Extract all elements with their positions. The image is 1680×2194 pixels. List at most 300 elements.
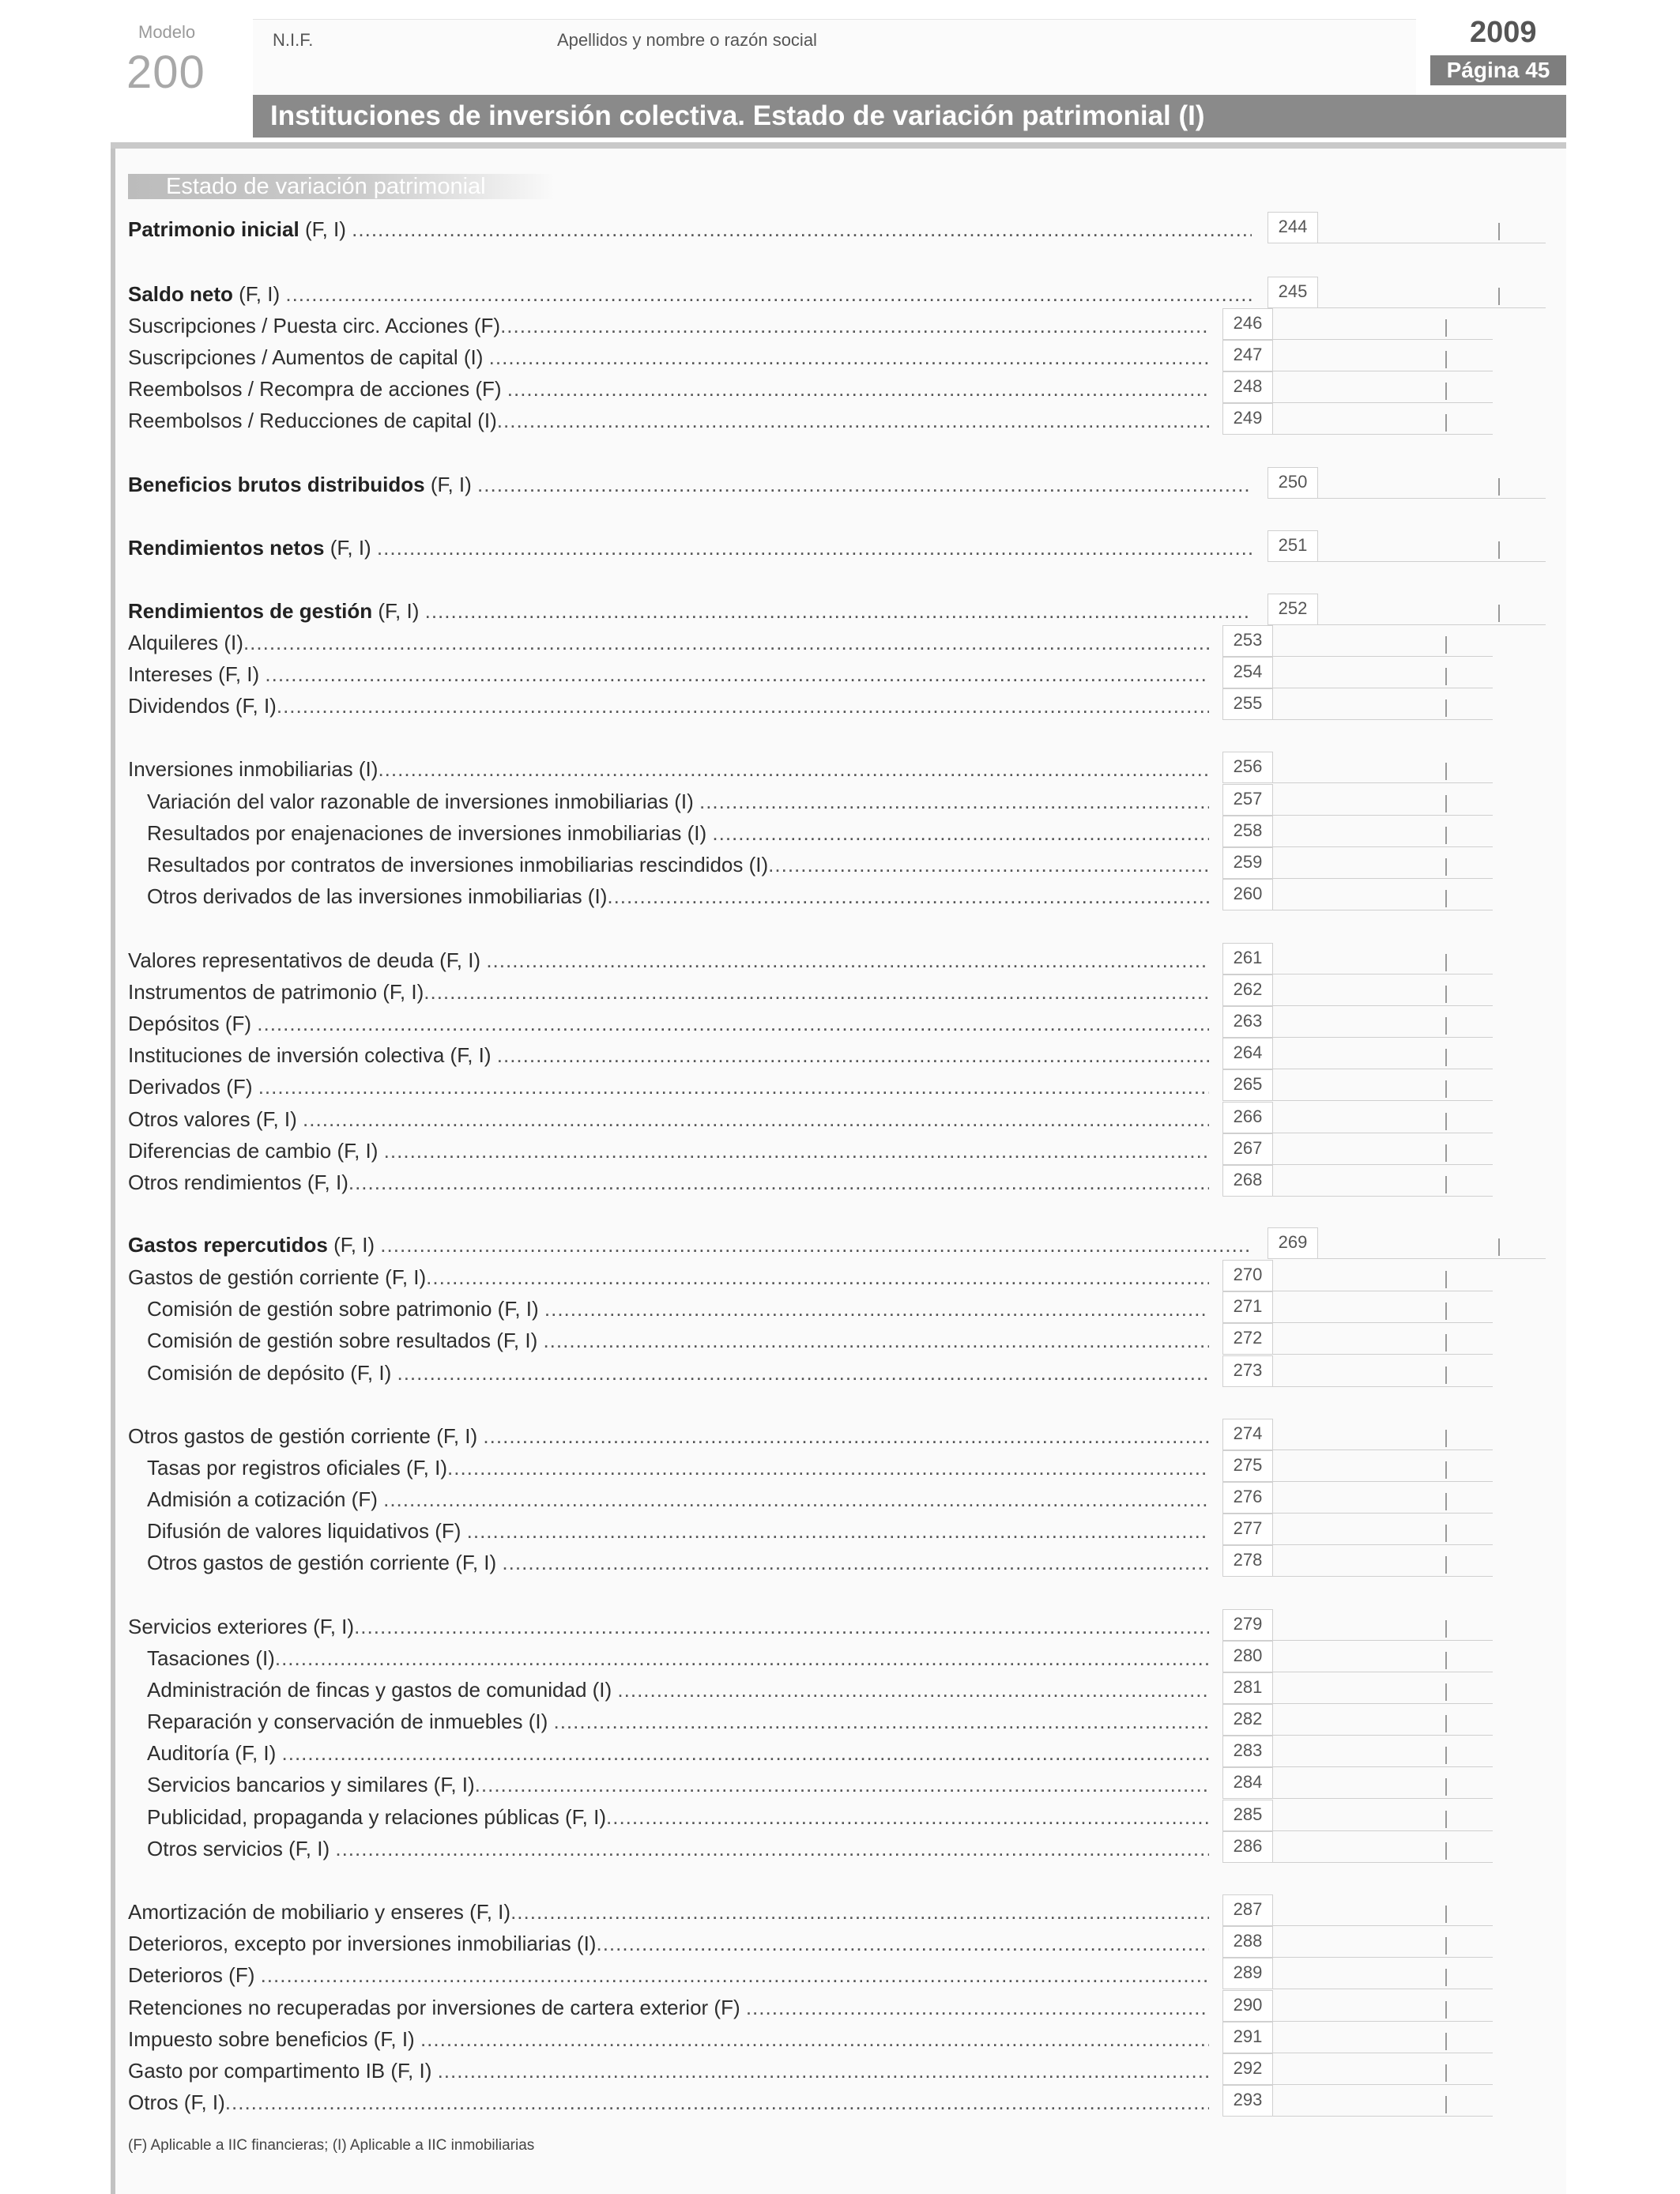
amount-field[interactable] — [1222, 1958, 1493, 1989]
decimal-separator-mark — [1445, 890, 1447, 907]
row-label-bold: Rendimientos netos — [128, 536, 325, 560]
box-code: 283 — [1222, 1736, 1273, 1767]
amount-field[interactable] — [1222, 1514, 1493, 1545]
form-row — [0, 1928, 1680, 1959]
row-label-text: Suscripciones / Aumentos de capital (I) — [128, 345, 489, 369]
row-label-text: Reembolsos / Reducciones de capital (I) — [128, 409, 497, 432]
decimal-separator-mark — [1445, 636, 1447, 654]
form-row — [0, 1229, 1680, 1261]
decimal-separator-mark — [1445, 1334, 1447, 1351]
row-label — [128, 278, 1252, 310]
amount-field[interactable] — [1222, 1545, 1493, 1577]
year: 2009 — [1470, 16, 1537, 49]
decimal-separator-mark — [1445, 1778, 1447, 1796]
row-label — [128, 1992, 1209, 2023]
row-label-text: Comisión de depósito (F, I) — [147, 1361, 397, 1385]
decimal-separator-mark — [1445, 1017, 1447, 1035]
row-label-text: Retenciones no recuperadas por inversiones de cartera exterior (F) — [128, 1996, 746, 2019]
box-code: 247 — [1222, 340, 1273, 371]
amount-field[interactable] — [1222, 784, 1493, 816]
row-label — [128, 944, 1209, 976]
decimal-separator-mark — [1445, 1430, 1447, 1447]
decimal-separator-mark — [1445, 1811, 1447, 1828]
row-label — [147, 1357, 1209, 1389]
decimal-separator-mark — [1445, 1969, 1447, 1986]
decimal-separator-mark — [1445, 699, 1447, 717]
row-label-text: (F, I) — [424, 473, 478, 496]
row-label-text: Gastos de gestión corriente (F, I) — [128, 1265, 427, 1289]
frame-top-border — [111, 142, 1566, 149]
decimal-separator-mark — [1445, 1302, 1447, 1320]
decimal-separator-mark — [1445, 1747, 1447, 1764]
amount-field[interactable] — [1222, 1831, 1493, 1863]
row-label-text: Difusión de valores liquidativos (F) — [147, 1519, 467, 1543]
row-label-text: Resultados por contratos de inversiones inmobiliarias rescindidos (I) — [147, 853, 769, 876]
decimal-separator-mark — [1445, 1176, 1447, 1193]
amount-field[interactable] — [1222, 1102, 1493, 1133]
box-code: 286 — [1222, 1831, 1273, 1863]
row-label — [128, 658, 1209, 690]
row-label-text: Comisión de gestión sobre patrimonio (F, I) — [147, 1297, 544, 1321]
row-label-text: Diferencias de cambio (F, I) — [128, 1139, 384, 1163]
amount-field[interactable] — [1222, 1069, 1493, 1101]
taxpayer-id-box — [253, 19, 1416, 95]
form-row — [0, 1167, 1680, 1198]
form-row — [0, 405, 1680, 436]
row-label — [128, 2023, 1209, 2055]
row-label — [147, 849, 1209, 880]
amount-field[interactable] — [1222, 943, 1493, 974]
row-label — [147, 786, 1209, 817]
row-label — [128, 1103, 1209, 1135]
amount-field[interactable] — [1222, 847, 1493, 879]
decimal-separator-mark — [1445, 763, 1447, 780]
row-label — [128, 976, 1209, 1008]
row-label — [128, 532, 1252, 564]
box-code: 269 — [1268, 1227, 1318, 1259]
decimal-separator-mark — [1445, 1367, 1447, 1384]
decimal-separator-mark — [1445, 319, 1447, 337]
form-row — [0, 880, 1680, 912]
form-row — [0, 658, 1680, 690]
row-label-text: Dividendos (F, I) — [128, 694, 277, 718]
amount-field[interactable] — [1222, 657, 1493, 688]
decimal-separator-mark — [1445, 1683, 1447, 1701]
box-code: 285 — [1222, 1800, 1273, 1831]
amount-field[interactable] — [1222, 371, 1493, 403]
form-row — [0, 1293, 1680, 1325]
amount-field[interactable] — [1222, 2053, 1493, 2085]
nif-label: N.I.F. — [273, 30, 314, 50]
row-label — [128, 1959, 1209, 1991]
amount-field[interactable] — [1222, 1704, 1493, 1736]
amount-field[interactable] — [1222, 1260, 1493, 1291]
form-row — [0, 1452, 1680, 1483]
box-code: 257 — [1222, 784, 1273, 816]
amount-field[interactable] — [1222, 1894, 1493, 1926]
form-row — [0, 1103, 1680, 1135]
row-label-bold: Beneficios brutos distribuidos — [128, 473, 425, 496]
page-number: Página 45 — [1430, 55, 1566, 85]
box-code: 253 — [1222, 625, 1273, 657]
amount-field[interactable] — [1222, 1641, 1493, 1672]
form-row — [0, 753, 1680, 785]
box-code: 261 — [1222, 943, 1273, 974]
row-label — [128, 341, 1209, 373]
form-row — [0, 817, 1680, 849]
amount-field[interactable] — [1268, 277, 1546, 308]
row-label — [128, 690, 1209, 722]
row-label — [147, 1483, 1209, 1515]
amount-field[interactable] — [1268, 530, 1546, 562]
row-label — [147, 1674, 1209, 1706]
form-row — [0, 595, 1680, 627]
form-row — [0, 1008, 1680, 1039]
form-row — [0, 849, 1680, 880]
box-code: 292 — [1222, 2053, 1273, 2085]
row-label — [128, 2087, 1209, 2118]
row-label-text: Otros valores (F, I) — [128, 1107, 303, 1131]
row-label-text: (F, I) — [372, 599, 425, 623]
box-code: 258 — [1222, 816, 1273, 847]
row-label-text: (F, I) — [299, 217, 352, 241]
form-row — [0, 278, 1680, 310]
form-row — [0, 1515, 1680, 1547]
row-label — [147, 1706, 1209, 1737]
row-label — [147, 1515, 1209, 1547]
amount-field[interactable] — [1222, 1672, 1493, 1704]
amount-field[interactable] — [1222, 752, 1493, 783]
row-label-text: (F, I) — [232, 282, 286, 306]
amount-field[interactable] — [1268, 1227, 1546, 1259]
decimal-separator-mark — [1445, 1080, 1447, 1098]
row-label-text: Deterioros, excepto por inversiones inmobiliarias (I) — [128, 1932, 597, 1955]
form-row — [0, 1992, 1680, 2023]
row-label — [128, 310, 1209, 341]
amount-field[interactable] — [1222, 1355, 1493, 1387]
row-label-text: Instituciones de inversión colectiva (F, I) — [128, 1043, 497, 1067]
decimal-separator-mark — [1498, 223, 1500, 240]
row-label-text: Otros (F, I) — [128, 2090, 225, 2114]
decimal-separator-mark — [1445, 668, 1447, 685]
form-row — [0, 373, 1680, 405]
row-label — [147, 1769, 1209, 1800]
decimal-separator-mark — [1445, 1144, 1447, 1162]
row-label-text: (F, I) — [324, 536, 377, 560]
row-label-text: Derivados (F) — [128, 1075, 258, 1099]
row-label-text: (F, I) — [327, 1233, 381, 1257]
row-label-text: Servicios exteriores (F, I) — [128, 1615, 355, 1638]
form-row — [0, 1674, 1680, 1706]
box-code: 262 — [1222, 974, 1273, 1006]
decimal-separator-mark — [1498, 541, 1500, 559]
amount-field[interactable] — [1222, 625, 1493, 657]
row-label — [128, 213, 1252, 245]
box-code: 273 — [1222, 1355, 1273, 1387]
form-row — [0, 976, 1680, 1008]
row-label-text: Intereses (F, I) — [128, 662, 266, 686]
amount-field[interactable] — [1222, 403, 1493, 435]
form-row — [0, 341, 1680, 373]
decimal-separator-mark — [1498, 478, 1500, 496]
row-label — [147, 1325, 1209, 1356]
amount-field[interactable] — [1222, 1291, 1493, 1323]
box-code: 287 — [1222, 1894, 1273, 1926]
amount-field[interactable] — [1222, 1736, 1493, 1767]
decimal-separator-mark — [1445, 351, 1447, 368]
box-code: 284 — [1222, 1767, 1273, 1799]
amount-field[interactable] — [1222, 1419, 1493, 1450]
row-label-text: Tasas por registros oficiales (F, I) — [147, 1456, 448, 1480]
decimal-separator-mark — [1445, 1652, 1447, 1669]
amount-field[interactable] — [1222, 1006, 1493, 1038]
box-code: 249 — [1222, 403, 1273, 435]
decimal-separator-mark — [1445, 2033, 1447, 2050]
box-code: 267 — [1222, 1133, 1273, 1165]
amount-field[interactable] — [1222, 1133, 1493, 1165]
box-code: 282 — [1222, 1704, 1273, 1736]
box-code: 259 — [1222, 847, 1273, 879]
decimal-separator-mark — [1445, 858, 1447, 876]
amount-field[interactable] — [1222, 1038, 1493, 1069]
box-code: 263 — [1222, 1006, 1273, 1038]
row-label-text: Suscripciones / Puesta circ. Acciones (F) — [128, 314, 501, 337]
form-row — [0, 1483, 1680, 1515]
decimal-separator-mark — [1445, 1620, 1447, 1638]
amount-field[interactable] — [1268, 212, 1546, 243]
box-code: 254 — [1222, 657, 1273, 688]
decimal-separator-mark — [1445, 1271, 1447, 1288]
decimal-separator-mark — [1498, 288, 1500, 305]
box-code: 266 — [1222, 1102, 1273, 1133]
row-label-text: Tasaciones (I) — [147, 1646, 275, 1670]
box-code: 293 — [1222, 2085, 1273, 2117]
row-label — [147, 1801, 1209, 1833]
row-label-text: Publicidad, propaganda y relaciones públicas (F, I) — [147, 1805, 607, 1829]
row-label — [128, 1928, 1209, 1959]
row-label-bold: Patrimonio inicial — [128, 217, 299, 241]
form-row — [0, 1737, 1680, 1769]
box-code: 278 — [1222, 1545, 1273, 1577]
row-label — [147, 1452, 1209, 1483]
decimal-separator-mark — [1445, 2064, 1447, 2082]
row-label-text: Amortización de mobiliario y enseres (F, I) — [128, 1900, 511, 1924]
form-row — [0, 1801, 1680, 1833]
form-row — [0, 469, 1680, 500]
form-row — [0, 1071, 1680, 1103]
form-row — [0, 1135, 1680, 1167]
form-row — [0, 627, 1680, 658]
form-row — [0, 2087, 1680, 2118]
amount-field[interactable] — [1222, 1926, 1493, 1958]
amount-field[interactable] — [1222, 1767, 1493, 1799]
row-label — [147, 817, 1209, 849]
row-label-text: Otros gastos de gestión corriente (F, I) — [128, 1424, 484, 1448]
box-code: 248 — [1222, 371, 1273, 403]
row-label — [128, 1420, 1209, 1452]
form-row — [0, 1896, 1680, 1928]
box-code: 274 — [1222, 1419, 1273, 1450]
box-code: 277 — [1222, 1514, 1273, 1545]
form-row — [0, 1039, 1680, 1071]
form-row — [0, 690, 1680, 722]
row-label-text: Admisión a cotización (F) — [147, 1487, 384, 1511]
footnote: (F) Aplicable a IIC financieras; (I) Aplicable a IIC inmobiliarias — [128, 2137, 535, 2154]
row-label-bold: Rendimientos de gestión — [128, 599, 373, 623]
page-title: Instituciones de inversión colectiva. Estado de variación patrimonial (I) — [253, 95, 1566, 138]
row-label-text: Auditoría (F, I) — [147, 1741, 282, 1765]
amount-field[interactable] — [1222, 2022, 1493, 2053]
form-row — [0, 1325, 1680, 1356]
form-row — [0, 1547, 1680, 1578]
form-row — [0, 1611, 1680, 1642]
decimal-separator-mark — [1445, 1937, 1447, 1955]
box-code: 264 — [1222, 1038, 1273, 1069]
row-label — [128, 1135, 1209, 1167]
row-label-text: Administración de fincas y gastos de comunidad (I) — [147, 1678, 618, 1702]
box-code: 250 — [1268, 467, 1318, 499]
box-code: 268 — [1222, 1165, 1273, 1197]
amount-field[interactable] — [1222, 688, 1493, 720]
decimal-separator-mark — [1445, 2096, 1447, 2113]
decimal-separator-mark — [1445, 1906, 1447, 1923]
box-code: 271 — [1222, 1291, 1273, 1323]
form-row — [0, 2055, 1680, 2087]
row-label-text: Otros derivados de las inversiones inmobiliarias (I) — [147, 884, 608, 908]
decimal-separator-mark — [1445, 795, 1447, 812]
row-label — [128, 469, 1252, 500]
row-label-text: Valores representativos de deuda (F, I) — [128, 948, 487, 972]
row-label — [128, 373, 1209, 405]
box-code: 252 — [1268, 594, 1318, 625]
amount-field[interactable] — [1222, 1990, 1493, 2022]
row-label-text: Instrumentos de patrimonio (F, I) — [128, 980, 424, 1004]
decimal-separator-mark — [1445, 1461, 1447, 1479]
decimal-separator-mark — [1445, 1049, 1447, 1066]
form-row — [0, 532, 1680, 564]
decimal-separator-mark — [1445, 1842, 1447, 1860]
decimal-separator-mark — [1445, 414, 1447, 432]
row-label — [147, 880, 1209, 912]
row-label — [128, 627, 1209, 658]
form-row — [0, 1357, 1680, 1389]
modelo-label: Modelo — [138, 22, 196, 42]
form-row — [0, 213, 1680, 245]
row-label — [128, 1896, 1209, 1928]
row-label-text: Resultados por enajenaciones de inversiones inmobiliarias (I) — [147, 821, 713, 845]
amount-field[interactable] — [1222, 974, 1493, 1006]
row-label-text: Comisión de gestión sobre resultados (F, I) — [147, 1329, 544, 1352]
row-label-text: Alquileres (I) — [128, 631, 243, 654]
box-code: 272 — [1222, 1323, 1273, 1355]
box-code: 265 — [1222, 1069, 1273, 1101]
row-label — [128, 1039, 1209, 1071]
row-label — [147, 1642, 1209, 1674]
row-label-bold: Saldo neto — [128, 282, 233, 306]
form-row — [0, 2023, 1680, 2055]
decimal-separator-mark — [1445, 954, 1447, 971]
box-code: 270 — [1222, 1260, 1273, 1291]
row-label — [128, 1167, 1209, 1198]
decimal-separator-mark — [1445, 1113, 1447, 1130]
row-label-text: Otros gastos de gestión corriente (F, I) — [147, 1551, 503, 1574]
box-code: 290 — [1222, 1990, 1273, 2022]
form-row — [0, 1769, 1680, 1800]
decimal-separator-mark — [1445, 1556, 1447, 1574]
amount-field[interactable] — [1222, 816, 1493, 847]
box-code: 288 — [1222, 1926, 1273, 1958]
row-label-text: Reparación y conservación de inmuebles (I) — [147, 1710, 554, 1733]
row-label-text: Impuesto sobre beneficios (F, I) — [128, 2027, 420, 2051]
row-label — [128, 1071, 1209, 1103]
box-code: 256 — [1222, 752, 1273, 783]
decimal-separator-mark — [1498, 605, 1500, 622]
row-label — [128, 405, 1209, 436]
amount-field[interactable] — [1268, 594, 1546, 625]
amount-field[interactable] — [1222, 308, 1493, 340]
row-label-text: Deterioros (F) — [128, 1963, 261, 1987]
amount-field[interactable] — [1222, 340, 1493, 371]
decimal-separator-mark — [1445, 1525, 1447, 1542]
amount-field[interactable] — [1222, 1800, 1493, 1831]
section-heading: Estado de variación patrimonial — [128, 174, 555, 199]
row-label — [147, 1833, 1209, 1864]
box-code: 291 — [1222, 2022, 1273, 2053]
form-row — [0, 1706, 1680, 1737]
row-label-text: Otros servicios (F, I) — [147, 1837, 336, 1860]
row-label-text: Otros rendimientos (F, I) — [128, 1171, 348, 1194]
form-row — [0, 310, 1680, 341]
row-label — [128, 1008, 1209, 1039]
form-row — [0, 1420, 1680, 1452]
row-label — [128, 595, 1252, 627]
box-code: 246 — [1222, 308, 1273, 340]
box-code: 279 — [1222, 1609, 1273, 1641]
box-code: 281 — [1222, 1672, 1273, 1704]
row-label-text: Servicios bancarios y similares (F, I) — [147, 1773, 475, 1796]
decimal-separator-mark — [1498, 1238, 1500, 1256]
form-row — [0, 1959, 1680, 1991]
name-label: Apellidos y nombre o razón social — [557, 30, 817, 50]
row-label-text: Gasto por compartimento IB (F, I) — [128, 2059, 438, 2083]
row-label — [128, 1261, 1209, 1293]
amount-field[interactable] — [1222, 1450, 1493, 1482]
amount-field[interactable] — [1222, 1323, 1493, 1355]
amount-field[interactable] — [1222, 879, 1493, 910]
amount-field[interactable] — [1222, 1165, 1493, 1197]
box-code: 245 — [1268, 277, 1318, 308]
amount-field[interactable] — [1222, 2085, 1493, 2117]
decimal-separator-mark — [1445, 827, 1447, 844]
decimal-separator-mark — [1445, 383, 1447, 400]
row-label-text: Depósitos (F) — [128, 1012, 258, 1035]
row-label — [128, 753, 1209, 785]
row-label — [128, 2055, 1209, 2087]
form-row — [0, 786, 1680, 817]
amount-field[interactable] — [1222, 1609, 1493, 1641]
row-label-text: Reembolsos / Recompra de acciones (F) — [128, 377, 507, 401]
amount-field[interactable] — [1268, 467, 1546, 499]
modelo-number: 200 — [126, 47, 205, 98]
amount-field[interactable] — [1222, 1482, 1493, 1514]
box-code: 255 — [1222, 688, 1273, 720]
form-row — [0, 1261, 1680, 1293]
row-label — [128, 1611, 1209, 1642]
row-label — [128, 1229, 1252, 1261]
form-row — [0, 1833, 1680, 1864]
row-label — [147, 1547, 1209, 1578]
form-row — [0, 1642, 1680, 1674]
